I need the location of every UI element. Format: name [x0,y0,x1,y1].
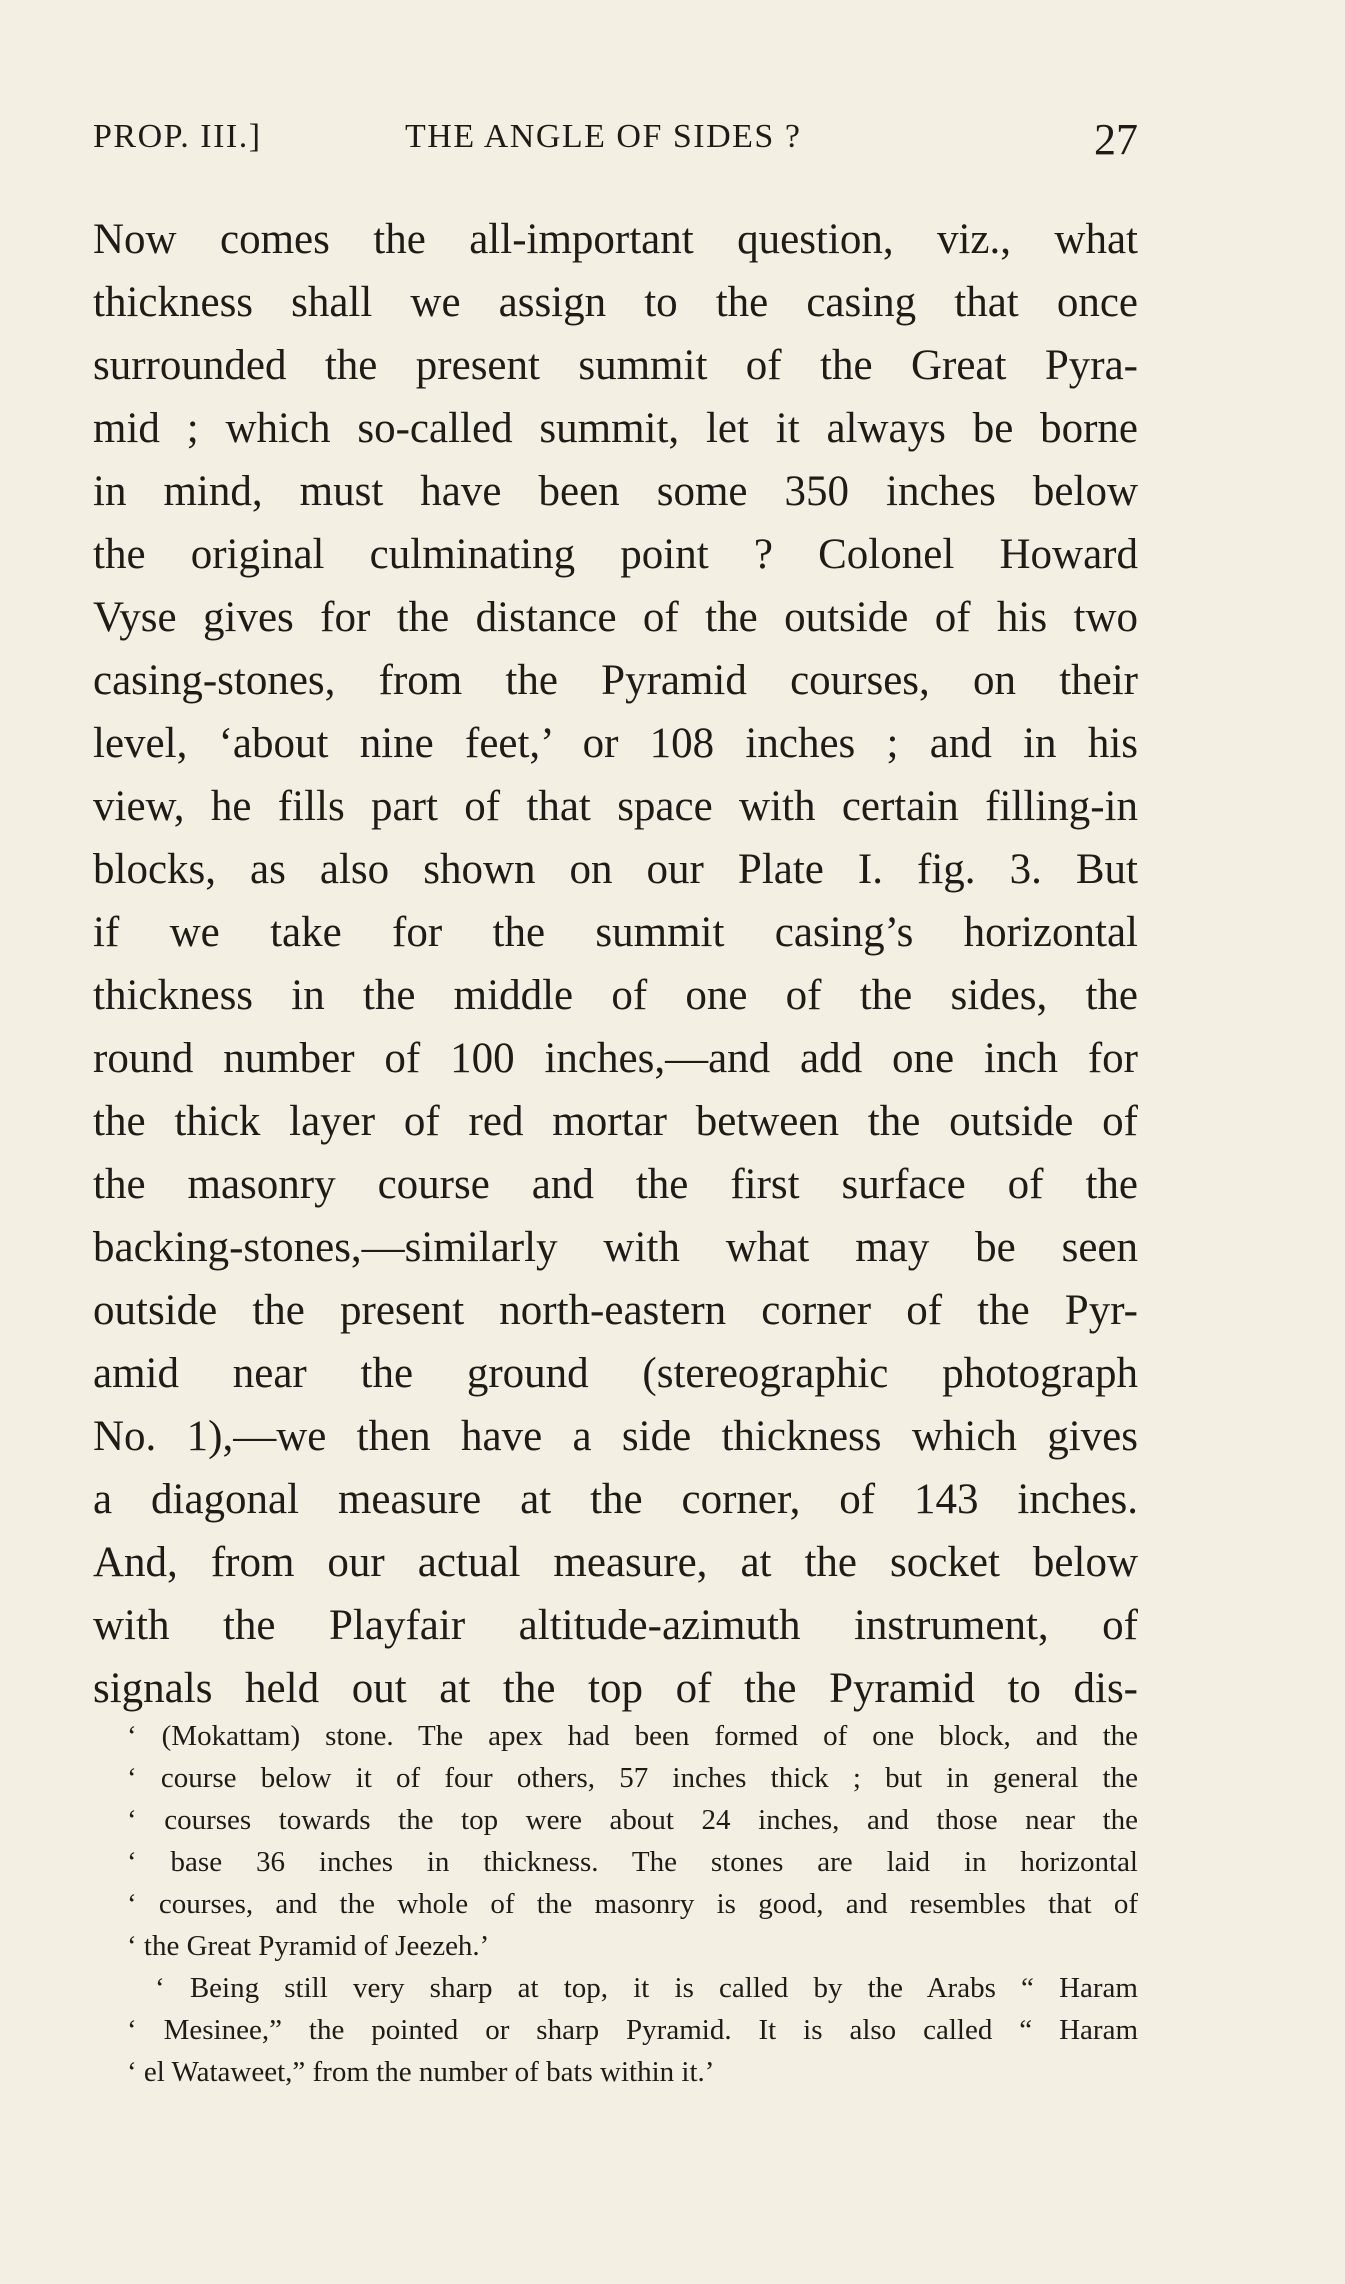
body-line: level, ‘about nine feet,’ or 108 inches ; and in his [93,720,1138,767]
body-line: thickness in the middle of one of the sides, the [93,972,1138,1019]
body-line: in mind, must have been some 350 inches below [93,468,1138,515]
body-line: with the Playfair altitude-azimuth instrument, of [93,1602,1138,1649]
body-line: Vyse gives for the distance of the outside of his two [93,594,1138,641]
footnote-line: ‘ (Mokattam) stone. The apex had been formed of one block, and the [127,1720,1138,1752]
running-head [93,115,1138,168]
footnote-line: ‘ courses, and the whole of the masonry is good, and resembles that of [127,1888,1138,1920]
page-number: 27 [1094,115,1138,164]
body-line: amid near the ground (stereographic photograph [93,1350,1138,1397]
body-text [93,208,1138,1720]
body-line: Now comes the all-important question, viz., what [93,216,1138,263]
body-line: if we take for the summit casing’s horizontal [93,909,1138,956]
body-line: view, he fills part of that space with certain filling-in [93,783,1138,830]
section-reference: PROP. III.] [93,118,262,155]
body-line: And, from our actual measure, at the socket below [93,1539,1138,1586]
body-line: surrounded the present summit of the Great Pyra- [93,342,1138,389]
body-line: signals held out at the top of the Pyramid to dis- [93,1665,1138,1712]
body-line: backing-stones,—similarly with what may be seen [93,1224,1138,1271]
running-title: THE ANGLE OF SIDES ? [405,118,802,155]
footnote-line: ‘ courses towards the top were about 24 inches, and those near the [127,1804,1138,1836]
body-line: the thick layer of red mortar between the outside of [93,1098,1138,1145]
footnote-line: ‘ Mesinee,” the pointed or sharp Pyramid. It is also called “ Haram [127,2014,1138,2046]
body-line: casing-stones, from the Pyramid courses, on their [93,657,1138,704]
body-line: outside the present north-eastern corner of the Pyr- [93,1287,1138,1334]
body-line: a diagonal measure at the corner, of 143 inches. [93,1476,1138,1523]
body-line: the original culminating point ? Colonel Howard [93,531,1138,578]
body-line: the masonry course and the first surface of the [93,1161,1138,1208]
footnote-line: ‘ course below it of four others, 57 inches thick ; but in general the [127,1762,1138,1794]
footnotes [93,1715,1138,2093]
body-line: No. 1),—we then have a side thickness which gives [93,1413,1138,1460]
body-line: blocks, as also shown on our Plate I. fig. 3. But [93,846,1138,893]
footnote-line: ‘ base 36 inches in thickness. The stones are laid in horizontal [127,1846,1138,1878]
body-line: round number of 100 inches,—and add one inch for [93,1035,1138,1082]
body-line: mid ; which so-called summit, let it always be borne [93,405,1138,452]
body-line: thickness shall we assign to the casing that once [93,279,1138,326]
footnote-line: ‘ the Great Pyramid of Jeezeh.’ [127,1930,490,1962]
footnote-line: ‘ Being still very sharp at top, it is called by the Arabs “ Haram [155,1972,1138,2004]
footnote-line: ‘ el Wataweet,” from the number of bats within it.’ [127,2056,715,2088]
